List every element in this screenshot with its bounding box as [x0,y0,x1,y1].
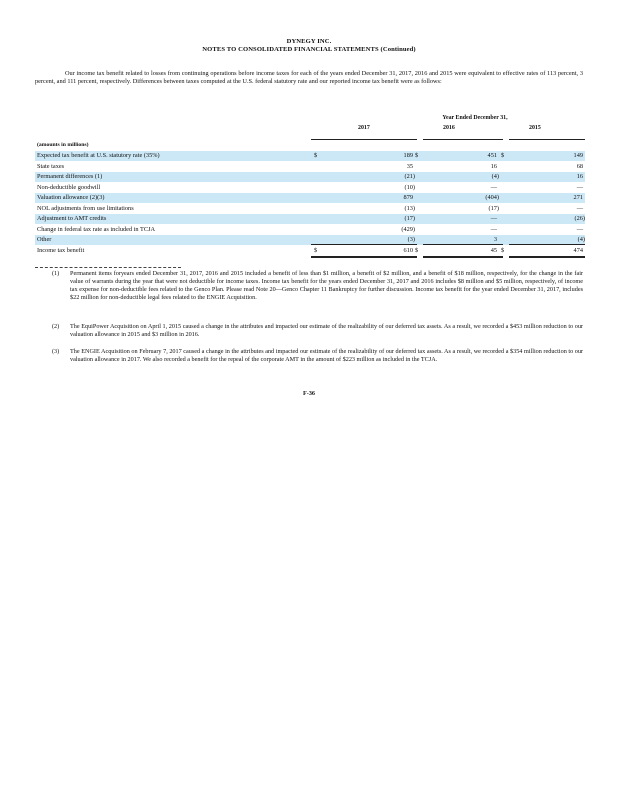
table-row [35,235,585,246]
year-header-row [35,124,585,133]
table-row [35,151,585,162]
footnote-2 [52,323,583,339]
value-2016: — [490,215,497,222]
value-2016: (404) [485,194,499,201]
value-2015: 16 [576,173,583,180]
footnote-number: (2) [52,323,60,330]
row-label: NOL adjustments from use limitations [37,204,134,212]
footnote-1 [52,270,583,302]
year-underline-row [35,133,585,140]
value-2015: — [576,225,583,233]
unit-label-row [35,140,585,151]
table-row [35,224,585,235]
currency-2016: $ [415,152,419,159]
tax-reconciliation-table [35,124,585,256]
table-row [35,214,585,225]
value-2015: 149 [573,152,583,159]
table-row [35,203,585,214]
company-name: DYNEGY INC. [286,38,332,45]
row-label: State taxes [37,162,65,170]
footnote-separator [35,267,181,268]
footnote-text: The EquiPower Acquisition on April 1, 2015 caused a change in the attributes and impacted our estimate of the realizability of our deferred tax assets. As a result, we recorded a $453 million reduction to our valuation allowance in 2015 and $3 million in 2016. [70,323,583,338]
intro-paragraph: Our income tax benefit related to losses from continuing operations before income taxes for each of the years ended December 31, 2017, 2016 and 2015 were equivalent to effective rates of 113 percent, 3 percent, and 111 percent, respectively. Differences between taxes computed at the U.S. federal statutory rate and our reported income tax benefit were as follows: [35,70,583,86]
value-2016: 451 [487,152,497,159]
total-2015: 474 [573,246,583,254]
row-label: Non-deductible goodwill [37,183,101,191]
value-2017: 189 [403,152,413,159]
value-2015: — [576,204,583,212]
value-2016: (17) [488,204,499,212]
year-2015-header: 2015 [529,125,541,131]
value-2016: — [490,225,497,233]
value-2017: (429) [401,225,415,233]
value-2017: 879 [403,194,413,201]
value-2015: 271 [573,194,583,201]
total-2016: 45 [490,246,497,254]
table-row [35,172,585,183]
footnote-text: Permanent items foryears ended December 31, 2017, 2016 and 2015 included a benefit of less than $1 million, a benefit of $2 million, and a benefit of $18 million, respectively, for the change in the fair value of warrants during the year that were not deductible for income taxes. Income tax benefit for the years ended December 31, 2017 and 2016 includes $8 million and $5 million, respectively, of income tax expense for non-deductible fees related to the Genco Plan. Please read Note 20—Genco Chapter 11 Bankruptcy for further discussion. Income tax benefit for the year ended December 31, 2017, includes $22 million for non-deductible legal fees related to the ENGIE Acquisition. [70,270,583,301]
period-header: Year Ended December 31, [442,115,508,121]
row-label: Adjustment to AMT credits [37,215,107,222]
page-number: F-36 [302,390,316,397]
currency-2015: $ [501,152,505,159]
currency-2017: $ [314,152,318,159]
table-row [35,193,585,204]
value-2015: (26) [574,215,585,222]
total-double-rule-2017 [311,256,417,258]
footnote-number: (1) [52,270,60,277]
page-title: NOTES TO CONSOLIDATED FINANCIAL STATEMENTS (Continued) [202,46,416,53]
row-label: Valuation allowance (2)(3) [37,194,105,201]
year-2016-header: 2016 [443,125,455,131]
currency-2017: $ [314,246,318,254]
year-2017-header: 2017 [358,125,370,131]
total-double-rule-2016 [423,256,503,258]
value-2017: (21) [404,173,415,180]
value-2016: 3 [493,236,497,243]
row-label: Other [37,236,52,243]
value-2015: — [576,183,583,191]
value-2015: (4) [577,236,585,243]
value-2017: 35 [406,162,413,170]
value-2017: (13) [404,204,415,212]
value-2016: — [490,183,497,191]
table-row [35,182,585,193]
table-row [35,161,585,172]
footnote-number: (3) [52,348,60,355]
unit-label: (amounts in millions) [37,141,89,148]
currency-2016: $ [415,246,419,254]
value-2016: (4) [491,173,499,180]
footnote-3 [52,348,583,364]
row-label: Expected tax benefit at U.S. statutory rate (35%) [37,152,160,159]
value-2015: 68 [576,162,583,170]
value-2017: (10) [404,183,415,191]
row-label: Permanent differences (1) [37,173,103,180]
row-label: Change in federal tax rate as included in TCJA [37,225,156,233]
value-2016: 16 [490,162,497,170]
total-2017: 610 [403,246,413,254]
total-row [35,245,585,256]
footnote-text: The ENGIE Acquisition on February 7, 2017 caused a change in the attributes and impacted our estimate of the realizability of our deferred tax assets. As a result, we recorded a $354 million reduction to our valuation allowance in 2017. We also recorded a benefit for the repeal of the corporate AMT in the amount of $223 million as included in the TCJA. [70,348,583,363]
currency-2015: $ [501,246,505,254]
value-2017: (17) [404,215,415,222]
total-label: Income tax benefit [37,246,85,254]
value-2017: (3) [407,236,415,243]
total-double-rule-2015 [509,256,585,258]
